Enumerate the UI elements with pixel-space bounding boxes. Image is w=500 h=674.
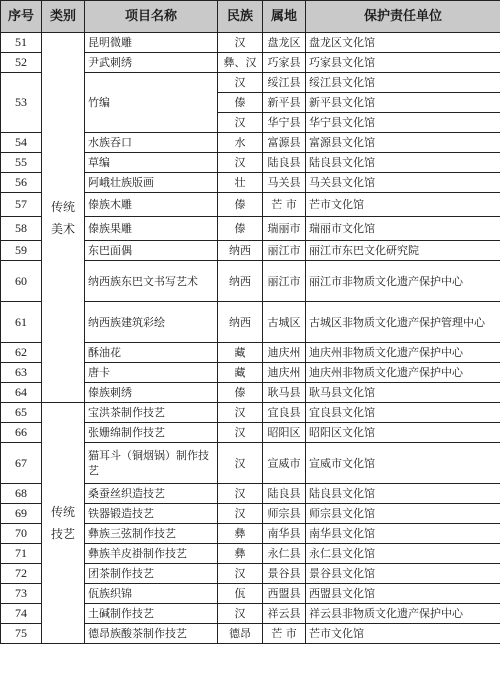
header-row xyxy=(1,1,500,33)
row-place: 马关县 xyxy=(263,173,306,193)
row-unit: 西盟县文化馆 xyxy=(306,584,500,604)
row-name: 傣族刺绣 xyxy=(85,383,218,403)
row-place: 宣威市 xyxy=(263,443,306,484)
table-body xyxy=(1,33,500,644)
row-ethnic: 彝 xyxy=(218,524,263,544)
row-unit: 迪庆州非物质文化遗产保护中心 xyxy=(306,343,500,363)
row-no: 66 xyxy=(1,423,42,443)
row-unit: 景谷县文化馆 xyxy=(306,564,500,584)
row-name: 彝族三弦制作技艺 xyxy=(85,524,218,544)
header-place: 属地 xyxy=(263,1,306,33)
row-no: 60 xyxy=(1,261,42,302)
row-no: 63 xyxy=(1,363,42,383)
row-ethnic: 彝、汉 xyxy=(218,53,263,73)
row-name: 团茶制作技艺 xyxy=(85,564,218,584)
row-place: 祥云县 xyxy=(263,604,306,624)
row-ethnic: 彝 xyxy=(218,544,263,564)
row-name: 水族吞口 xyxy=(85,133,218,153)
row-no: 51 xyxy=(1,33,42,53)
row-unit: 芒市文化馆 xyxy=(306,624,500,644)
row-unit: 马关县文化馆 xyxy=(306,173,500,193)
table-row xyxy=(1,403,500,423)
row-no: 67 xyxy=(1,443,42,484)
row-name: 德昂族酸茶制作技艺 xyxy=(85,624,218,644)
row-name: 阿峨壮族版画 xyxy=(85,173,218,193)
row-name: 纳西族东巴文书写艺术 xyxy=(85,261,218,302)
row-ethnic: 汉 xyxy=(218,423,263,443)
category-cell: 传统 美术 xyxy=(42,33,85,403)
row-no: 59 xyxy=(1,241,42,261)
row-place: 迪庆州 xyxy=(263,343,306,363)
row-place: 芒 市 xyxy=(263,193,306,217)
row-ethnic: 藏 xyxy=(218,343,263,363)
row-name: 尹武刺绣 xyxy=(85,53,218,73)
row-place: 昭阳区 xyxy=(263,423,306,443)
row-name: 宝洪茶制作技艺 xyxy=(85,403,218,423)
row-name: 酥油花 xyxy=(85,343,218,363)
row-unit: 南华县文化馆 xyxy=(306,524,500,544)
row-ethnic: 汉 xyxy=(218,113,263,133)
row-place: 师宗县 xyxy=(263,504,306,524)
row-place: 宜良县 xyxy=(263,403,306,423)
row-place: 南华县 xyxy=(263,524,306,544)
row-place: 永仁县 xyxy=(263,544,306,564)
row-ethnic: 汉 xyxy=(218,484,263,504)
row-ethnic: 纳西 xyxy=(218,261,263,302)
row-no: 62 xyxy=(1,343,42,363)
row-place: 新平县 xyxy=(263,93,306,113)
row-no: 65 xyxy=(1,403,42,423)
row-name: 傣族木雕 xyxy=(85,193,218,217)
header-unit: 保护责任单位 xyxy=(306,1,500,33)
row-place: 丽江市 xyxy=(263,241,306,261)
row-name: 铁器锻造技艺 xyxy=(85,504,218,524)
row-no: 57 xyxy=(1,193,42,217)
row-unit: 丽江市非物质文化遗产保护中心 xyxy=(306,261,500,302)
row-no: 68 xyxy=(1,484,42,504)
row-unit: 昭阳区文化馆 xyxy=(306,423,500,443)
row-no: 71 xyxy=(1,544,42,564)
row-place: 绥江县 xyxy=(263,73,306,93)
row-name: 彝族羊皮褂制作技艺 xyxy=(85,544,218,564)
row-unit: 瑞丽市文化馆 xyxy=(306,217,500,241)
row-ethnic: 傣 xyxy=(218,193,263,217)
row-unit: 陆良县文化馆 xyxy=(306,153,500,173)
row-name: 纳西族建筑彩绘 xyxy=(85,302,218,343)
row-name: 竹编 xyxy=(85,73,218,133)
row-unit: 绥江县文化馆 xyxy=(306,73,500,93)
row-unit: 丽江市东巴文化研究院 xyxy=(306,241,500,261)
row-unit: 巧家县文化馆 xyxy=(306,53,500,73)
row-ethnic: 纳西 xyxy=(218,302,263,343)
row-place: 富源县 xyxy=(263,133,306,153)
row-unit: 迪庆州非物质文化遗产保护中心 xyxy=(306,363,500,383)
row-unit: 华宁县文化馆 xyxy=(306,113,500,133)
row-no: 55 xyxy=(1,153,42,173)
header-ethnic: 民族 xyxy=(218,1,263,33)
row-unit: 宣威市文化馆 xyxy=(306,443,500,484)
header-category: 类别 xyxy=(42,1,85,33)
row-ethnic: 汉 xyxy=(218,153,263,173)
row-place: 盘龙区 xyxy=(263,33,306,53)
row-ethnic: 汉 xyxy=(218,403,263,423)
row-name: 张姗绵制作技艺 xyxy=(85,423,218,443)
row-ethnic: 汉 xyxy=(218,443,263,484)
row-ethnic: 傣 xyxy=(218,217,263,241)
table-row xyxy=(1,33,500,53)
row-name: 佤族织锦 xyxy=(85,584,218,604)
row-unit: 永仁县文化馆 xyxy=(306,544,500,564)
row-name: 土碱制作技艺 xyxy=(85,604,218,624)
row-no: 70 xyxy=(1,524,42,544)
row-place: 陆良县 xyxy=(263,153,306,173)
row-no: 72 xyxy=(1,564,42,584)
row-ethnic: 佤 xyxy=(218,584,263,604)
header-name: 项目名称 xyxy=(85,1,218,33)
row-ethnic: 汉 xyxy=(218,33,263,53)
row-place: 景谷县 xyxy=(263,564,306,584)
row-place: 华宁县 xyxy=(263,113,306,133)
row-ethnic: 汉 xyxy=(218,564,263,584)
row-ethnic: 傣 xyxy=(218,93,263,113)
row-no: 54 xyxy=(1,133,42,153)
row-ethnic: 汉 xyxy=(218,73,263,93)
row-place: 芒 市 xyxy=(263,624,306,644)
header-no: 序号 xyxy=(1,1,42,33)
row-no: 75 xyxy=(1,624,42,644)
row-no: 74 xyxy=(1,604,42,624)
row-no: 56 xyxy=(1,173,42,193)
row-no: 52 xyxy=(1,53,42,73)
row-ethnic: 纳西 xyxy=(218,241,263,261)
row-name: 傣族果雕 xyxy=(85,217,218,241)
row-name: 猫耳斗（铜烟锅）制作技艺 xyxy=(85,443,218,484)
category-cell: 传统 技艺 xyxy=(42,403,85,644)
row-ethnic: 汉 xyxy=(218,504,263,524)
row-ethnic: 藏 xyxy=(218,363,263,383)
row-no: 58 xyxy=(1,217,42,241)
row-ethnic: 德昂 xyxy=(218,624,263,644)
row-place: 陆良县 xyxy=(263,484,306,504)
row-unit: 师宗县文化馆 xyxy=(306,504,500,524)
row-place: 古城区 xyxy=(263,302,306,343)
row-ethnic: 汉 xyxy=(218,604,263,624)
row-place: 西盟县 xyxy=(263,584,306,604)
row-unit: 耿马县文化馆 xyxy=(306,383,500,403)
row-no: 69 xyxy=(1,504,42,524)
row-name: 昆明微雕 xyxy=(85,33,218,53)
row-no: 64 xyxy=(1,383,42,403)
row-name: 草编 xyxy=(85,153,218,173)
row-unit: 宜良县文化馆 xyxy=(306,403,500,423)
row-unit: 陆良县文化馆 xyxy=(306,484,500,504)
row-no: 53 xyxy=(1,73,42,133)
row-unit: 盘龙区文化馆 xyxy=(306,33,500,53)
row-place: 耿马县 xyxy=(263,383,306,403)
row-place: 丽江市 xyxy=(263,261,306,302)
row-unit: 新平县文化馆 xyxy=(306,93,500,113)
row-no: 61 xyxy=(1,302,42,343)
row-name: 东巴面偶 xyxy=(85,241,218,261)
row-unit: 富源县文化馆 xyxy=(306,133,500,153)
row-place: 瑞丽市 xyxy=(263,217,306,241)
row-unit: 祥云县非物质文化遗产保护中心 xyxy=(306,604,500,624)
row-name: 桑蚕丝织造技艺 xyxy=(85,484,218,504)
row-no: 73 xyxy=(1,584,42,604)
row-unit: 芒市文化馆 xyxy=(306,193,500,217)
row-name: 唐卡 xyxy=(85,363,218,383)
row-ethnic: 水 xyxy=(218,133,263,153)
row-place: 迪庆州 xyxy=(263,363,306,383)
row-unit: 古城区非物质文化遗产保护管理中心 xyxy=(306,302,500,343)
row-ethnic: 壮 xyxy=(218,173,263,193)
row-ethnic: 傣 xyxy=(218,383,263,403)
row-place: 巧家县 xyxy=(263,53,306,73)
